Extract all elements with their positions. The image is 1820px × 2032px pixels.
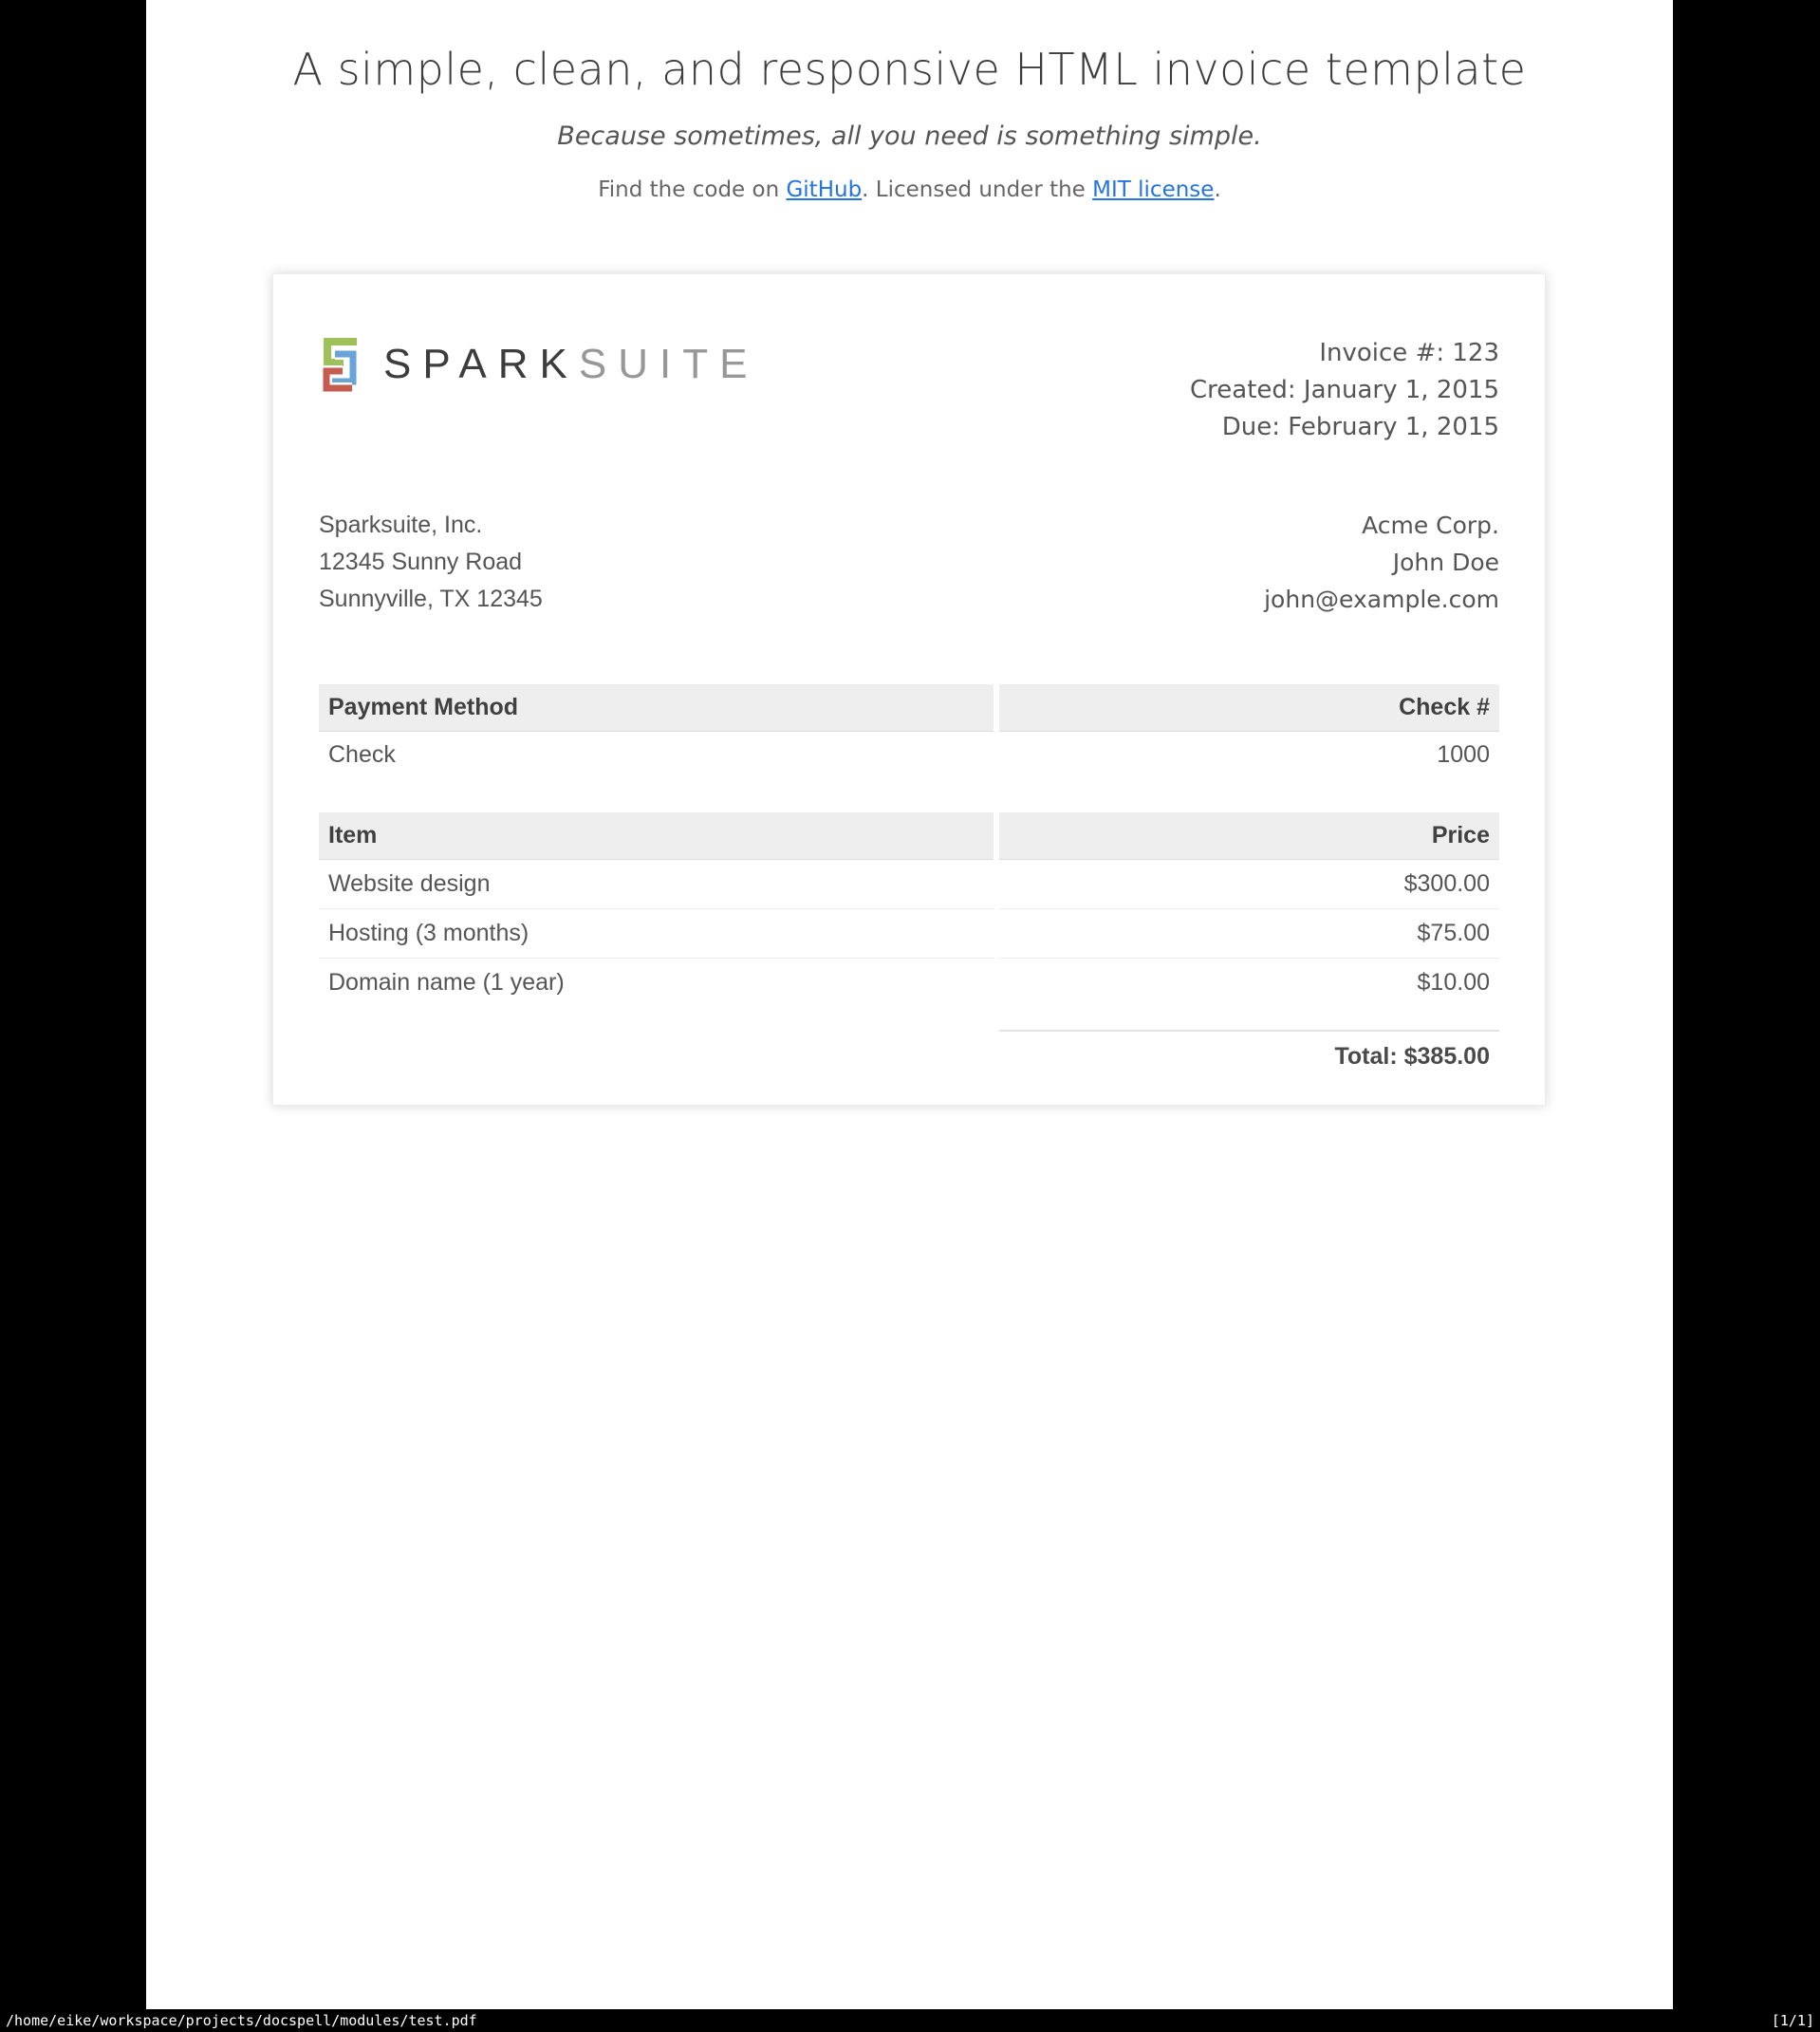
- viewer-status-bar: [0, 2009, 1820, 2032]
- logo-text-suite: SUITE: [578, 341, 759, 387]
- intro-middle: . Licensed under the: [862, 177, 1093, 202]
- payment-header-row: [319, 684, 1499, 732]
- intro-text: [146, 177, 1673, 202]
- invoice-box: [272, 273, 1546, 1106]
- sparksuite-logo: [319, 335, 758, 399]
- invoice-due-date: Due: February 1, 2015: [1221, 413, 1499, 441]
- page-title: A simple, clean, and responsive HTML invoice template: [292, 44, 1527, 95]
- to-company: Acme Corp.: [1362, 512, 1499, 539]
- item-price: $10.00: [1417, 969, 1490, 996]
- item-name: Hosting (3 months): [319, 909, 994, 959]
- file-path: /home/eike/workspace/projects/docspell/modules/test.pdf: [6, 2012, 477, 2029]
- items-table: [319, 812, 1499, 1082]
- table-row: [319, 732, 1499, 778]
- item-price: $75.00: [999, 909, 1499, 959]
- invoice-meta: [1190, 335, 1499, 446]
- item-name: Website design: [319, 860, 994, 909]
- document-page: [146, 0, 1673, 2009]
- from-address: [319, 507, 543, 618]
- table-row: [319, 959, 1499, 1007]
- intro-suffix: .: [1214, 177, 1221, 202]
- table-row: [319, 909, 1499, 959]
- item-name: Domain name (1 year): [328, 969, 565, 996]
- item-header: Item: [319, 812, 994, 860]
- table-row: [319, 860, 1499, 909]
- invoice-number: Invoice #: 123: [1319, 339, 1499, 367]
- item-price: $300.00: [999, 860, 1499, 909]
- price-header: Price: [999, 812, 1499, 860]
- intro-prefix: Find the code on: [598, 177, 787, 202]
- document-header: [146, 0, 1673, 202]
- check-number-value: 1000: [1437, 741, 1490, 768]
- total-spacer: [319, 1007, 994, 1082]
- to-address: [1264, 507, 1499, 618]
- invoice-created-date: Created: January 1, 2015: [1190, 376, 1499, 404]
- invoice-addresses: [319, 507, 1499, 618]
- total-row: [319, 1007, 1499, 1082]
- payment-method-header: Payment Method: [319, 684, 994, 732]
- github-link[interactable]: GitHub: [786, 177, 863, 202]
- sparksuite-s-icon: [319, 335, 359, 399]
- payment-table: [319, 684, 1499, 778]
- page-indicator: [1/1]: [1771, 2012, 1814, 2029]
- logo-text-spark: SPARK: [383, 341, 579, 387]
- items-header-row: [319, 812, 1499, 860]
- to-contact: John Doe: [1392, 549, 1499, 576]
- page-subtitle: Because sometimes, all you need is something simple.: [557, 121, 1262, 151]
- from-city: Sunnyville, TX 12345: [319, 586, 543, 612]
- invoice-top-row: [319, 335, 1499, 446]
- mit-license-link[interactable]: MIT license: [1092, 177, 1215, 202]
- payment-method-value: Check: [328, 741, 396, 768]
- check-number-header: Check #: [999, 684, 1499, 732]
- from-street: 12345 Sunny Road: [319, 549, 523, 575]
- logo-wordmark: [383, 341, 758, 388]
- to-email: john@example.com: [1264, 586, 1499, 613]
- from-company: Sparksuite, Inc.: [319, 512, 483, 538]
- invoice-total: Total: $385.00: [999, 1030, 1499, 1082]
